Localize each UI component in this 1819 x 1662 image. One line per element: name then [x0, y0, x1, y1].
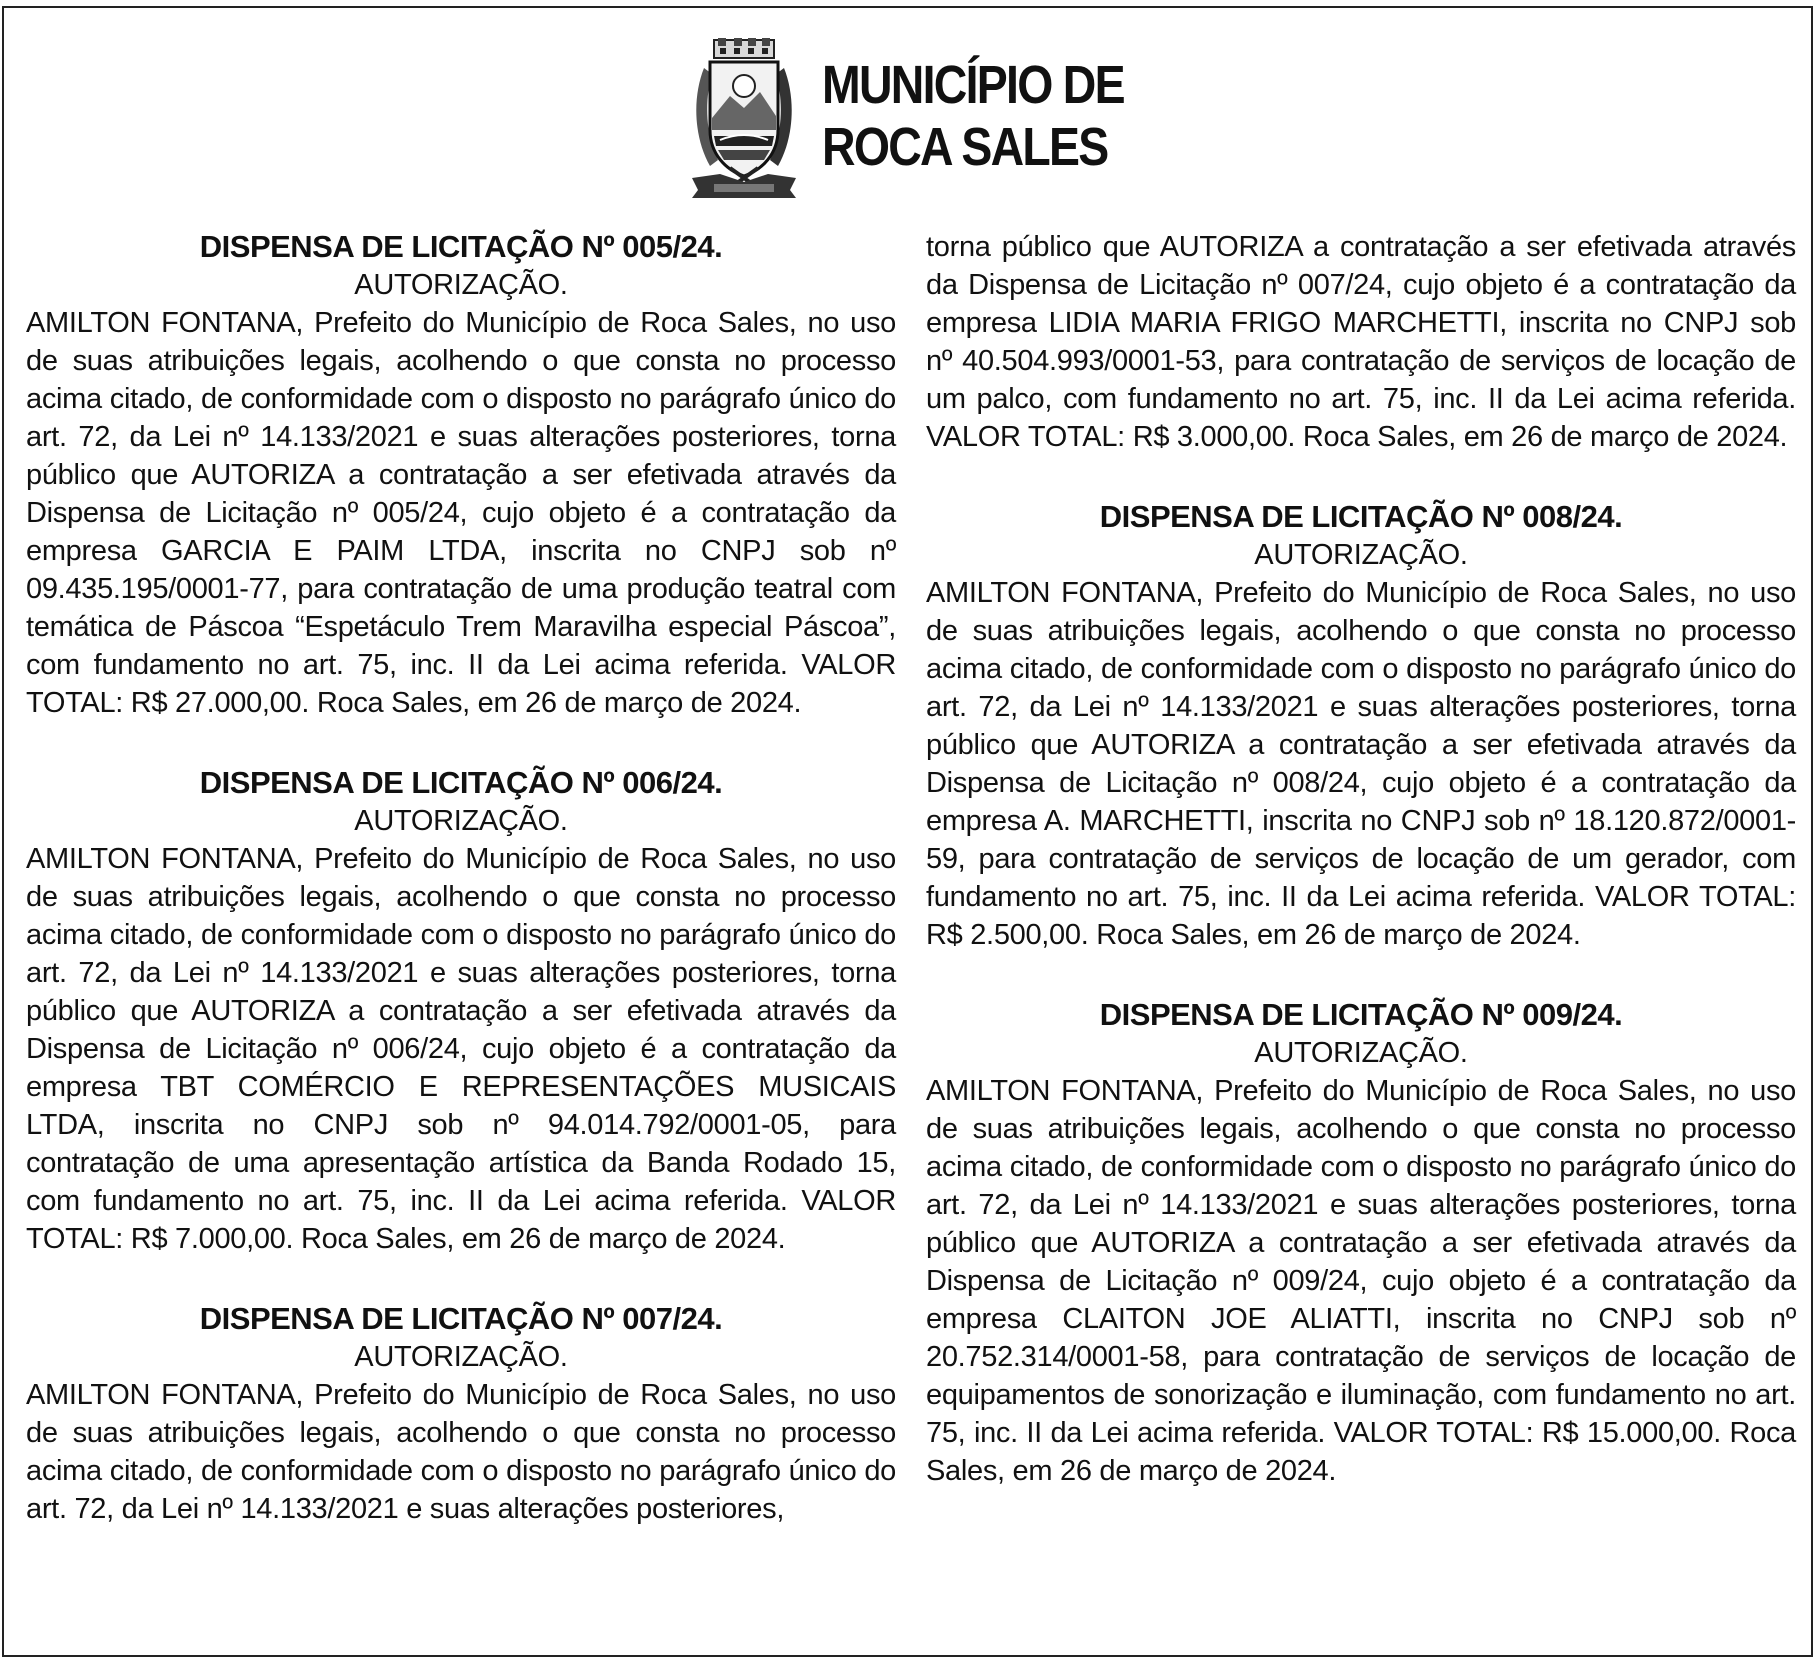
left-column [26, 228, 896, 1570]
notice-subheading: AUTORIZAÇÃO. [354, 269, 568, 301]
right-column [926, 228, 1796, 1532]
municipality-title [822, 54, 1124, 178]
title-line-2: ROCA SALES [822, 117, 1108, 177]
notice-heading: DISPENSA DE LICITAÇÃO Nº 005/24. [199, 229, 723, 264]
notice-body: AMILTON FONTANA, Prefeito do Município de Roca Sales, no uso de suas atribuições legais, acolhendo o que consta no processo acima citado, de conformidade com o disposto no parágrafo único do art. 72, da Lei nº 14.133/2021 e suas alterações posteriores, [26, 1379, 896, 1525]
header [0, 34, 1819, 204]
notice-body: AMILTON FONTANA, Prefeito do Município de Roca Sales, no uso de suas atribuições legais, acolhendo o que consta no processo acima citado, de conformidade com o disposto no parágrafo único do art. 72, da Lei nº 14.133/2021 e suas alterações posteriores, torna público que AUTORIZA a contratação a ser efetivada através da Dispensa de Licitação nº 006/24, cujo objeto é a contratação da empresa TBT COMÉRCIO E REPRESENTAÇÕES MUSICAIS LTDA, inscrita no CNPJ sob nº 94.014.792/0001-05, para contratação de uma apresentação artística da Banda Rodado 15, com fundamento no art. 75, inc. II da Lei acima referida. VALOR TOTAL: R$ 7.000,00. Roca Sales, em 26 de março de 2024. [26, 843, 896, 1255]
notice-subheading: AUTORIZAÇÃO. [354, 1341, 568, 1373]
notice-subheading: AUTORIZAÇÃO. [1254, 539, 1468, 571]
notice-heading: DISPENSA DE LICITAÇÃO Nº 009/24. [1099, 997, 1623, 1032]
notice-006 [26, 764, 896, 1258]
notice-007 [26, 1300, 896, 1528]
title-line-1: MUNICÍPIO DE [822, 55, 1124, 115]
notice-body: AMILTON FONTANA, Prefeito do Município de Roca Sales, no uso de suas atribuições legais, acolhendo o que consta no processo acima citado, de conformidade com o disposto no parágrafo único do art. 72, da Lei nº 14.133/2021 e suas alterações posteriores, torna público que AUTORIZA a contratação a ser efetivada através da Dispensa de Licitação nº 008/24, cujo objeto é a contratação da empresa A. MARCHETTI, inscrita no CNPJ sob nº 18.120.872/0001-59, para contratação de serviços de locação de um gerador, com fundamento no art. 75, inc. II da Lei acima referida. VALOR TOTAL: R$ 2.500,00. Roca Sales, em 26 de março de 2024. [926, 577, 1796, 951]
notice-heading: DISPENSA DE LICITAÇÃO Nº 008/24. [1099, 499, 1623, 534]
notice-subheading: AUTORIZAÇÃO. [1254, 1037, 1468, 1069]
notice-body: AMILTON FONTANA, Prefeito do Município de Roca Sales, no uso de suas atribuições legais, acolhendo o que consta no processo acima citado, de conformidade com o disposto no parágrafo único do art. 72, da Lei nº 14.133/2021 e suas alterações posteriores, torna público que AUTORIZA a contratação a ser efetivada através da Dispensa de Licitação nº 005/24, cujo objeto é a contratação da empresa GARCIA E PAIM LTDA, inscrita no CNPJ sob nº 09.435.195/0001-77, para contratação de uma produção teatral com temática de Páscoa “Espetáculo Trem Maravilha especial Páscoa”, com fundamento no art. 75, inc. II da Lei acima referida. VALOR TOTAL: R$ 27.000,00. Roca Sales, em 26 de março de 2024. [26, 307, 896, 719]
notice-009 [926, 996, 1796, 1490]
notice-heading: DISPENSA DE LICITAÇÃO Nº 006/24. [199, 765, 723, 800]
notice-008 [926, 498, 1796, 954]
notice-heading: DISPENSA DE LICITAÇÃO Nº 007/24. [199, 1301, 723, 1336]
municipal-coat-of-arms-icon [690, 38, 798, 198]
notice-body: AMILTON FONTANA, Prefeito do Município de Roca Sales, no uso de suas atribuições legais, acolhendo o que consta no processo acima citado, de conformidade com o disposto no parágrafo único do art. 72, da Lei nº 14.133/2021 e suas alterações posteriores, torna público que AUTORIZA a contratação a ser efetivada através da Dispensa de Licitação nº 009/24, cujo objeto é a contratação da empresa CLAITON JOE ALIATTI, inscrita no CNPJ sob nº 20.752.314/0001-58, para contratação de serviços de locação de equipamentos de sonorização e iluminação, com fundamento no art. 75, inc. II da Lei acima referida. VALOR TOTAL: R$ 15.000,00. Roca Sales, em 26 de março de 2024. [926, 1075, 1796, 1487]
notice-005 [26, 228, 896, 722]
notice-007-continuation: torna público que AUTORIZA a contratação a ser efetivada através da Dispensa de Licitação nº 007/24, cujo objeto é a contratação da empresa LIDIA MARIA FRIGO MARCHETTI, inscrita no CNPJ sob nº 40.504.993/0001-53, para contratação de serviços de locação de um palco, com fundamento no art. 75, inc. II da Lei acima referida. VALOR TOTAL: R$ 3.000,00. Roca Sales, em 26 de março de 2024. [926, 231, 1796, 453]
notice-subheading: AUTORIZAÇÃO. [354, 805, 568, 837]
